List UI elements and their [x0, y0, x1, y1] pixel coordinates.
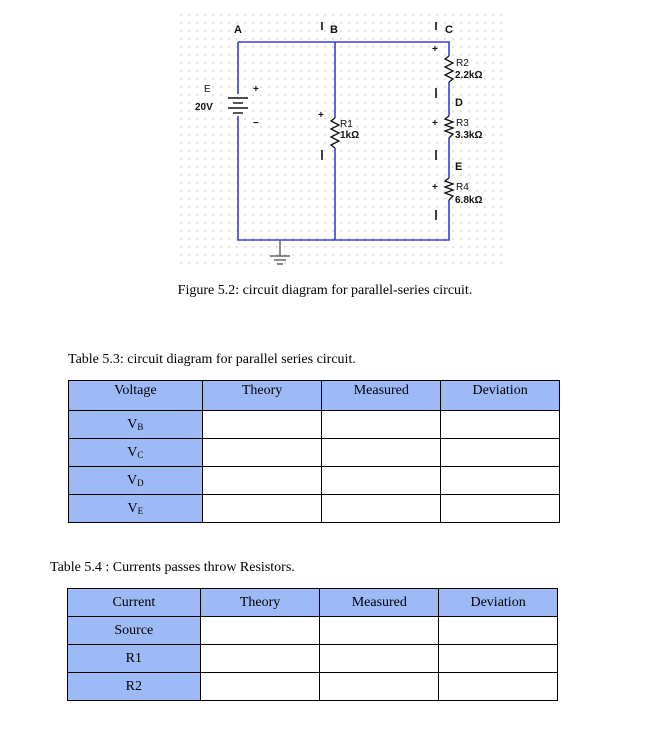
ve-measured-cell[interactable]: [322, 495, 441, 523]
figure-caption: Figure 5.2: circuit diagram for parallel-series circuit.: [177, 283, 473, 298]
voltage-table: [68, 380, 560, 523]
voltage-table-header: [69, 381, 560, 411]
header-deviation: Deviation: [441, 381, 560, 411]
header-voltage: Voltage: [69, 381, 203, 411]
resistor-r1-value: 1kΩ: [340, 130, 360, 141]
row-label-vd: $V_D$: [69, 467, 203, 495]
source-measured-cell[interactable]: [320, 617, 439, 645]
header-theory: Theory: [200, 589, 320, 617]
source-value-label: 20V: [195, 102, 213, 113]
resistor-r3-value: 3.3kΩ: [455, 130, 483, 141]
table-row: [68, 645, 558, 673]
table-row: [68, 617, 558, 645]
table-row: [69, 411, 560, 439]
table-row: [68, 673, 558, 701]
plus-sign-r1: +: [318, 110, 324, 121]
source-theory-cell[interactable]: [200, 617, 320, 645]
r2-deviation-cell[interactable]: [439, 673, 558, 701]
table-row: [69, 467, 560, 495]
circuit-diagram: [0, 0, 650, 275]
row-label-r1: R1: [68, 645, 201, 673]
minus-sign-battery: −: [253, 118, 259, 129]
plus-sign-r2: +: [432, 44, 438, 55]
node-b-label: B: [330, 24, 338, 36]
vb-deviation-cell[interactable]: [441, 411, 560, 439]
r2-theory-cell[interactable]: [200, 673, 320, 701]
node-d-label: D: [455, 97, 463, 109]
battery-symbol: [226, 94, 250, 116]
node-e-label: E: [455, 161, 463, 173]
resistor-r4-name: R4: [456, 182, 469, 193]
ve-theory-cell[interactable]: [202, 495, 322, 523]
vd-measured-cell[interactable]: [322, 467, 441, 495]
table-row: [69, 439, 560, 467]
r1-deviation-cell[interactable]: [439, 645, 558, 673]
vd-theory-cell[interactable]: [202, 467, 322, 495]
header-measured: Measured: [320, 589, 439, 617]
plus-sign-battery: +: [253, 84, 259, 95]
source-name-label: E: [204, 84, 211, 95]
row-label-vc: $V_C$: [69, 439, 203, 467]
header-current: Current: [68, 589, 201, 617]
plus-sign-r3: +: [432, 118, 438, 129]
header-measured: Measured: [322, 381, 441, 411]
vc-deviation-cell[interactable]: [441, 439, 560, 467]
vc-theory-cell[interactable]: [202, 439, 322, 467]
row-label-vb: $V_B$: [69, 411, 203, 439]
header-deviation: Deviation: [439, 589, 558, 617]
current-table-header: [68, 589, 558, 617]
node-a-label: A: [234, 24, 242, 36]
r1-measured-cell[interactable]: [320, 645, 439, 673]
resistor-r2-name: R2: [456, 58, 469, 69]
resistor-r1-name: R1: [340, 119, 353, 130]
source-deviation-cell[interactable]: [439, 617, 558, 645]
row-label-r2: R2: [68, 673, 201, 701]
vd-deviation-cell[interactable]: [441, 467, 560, 495]
vb-measured-cell[interactable]: [322, 411, 441, 439]
r1-theory-cell[interactable]: [200, 645, 320, 673]
vc-measured-cell[interactable]: [322, 439, 441, 467]
row-label-ve: $V_E$: [69, 495, 203, 523]
table-5-4-caption: Table 5.4 : Currents passes throw Resistors.: [50, 560, 295, 575]
row-label-source: Source: [68, 617, 201, 645]
table-row: [69, 495, 560, 523]
ve-deviation-cell[interactable]: [441, 495, 560, 523]
table-5-3-caption: Table 5.3: circuit diagram for parallel series circuit.: [68, 352, 356, 367]
node-c-label: C: [445, 24, 453, 36]
resistor-r2-value: 2.2kΩ: [455, 70, 483, 81]
plus-sign-r4: +: [432, 182, 438, 193]
current-table: [67, 588, 558, 701]
header-theory: Theory: [202, 381, 322, 411]
r2-measured-cell[interactable]: [320, 673, 439, 701]
resistor-r4-value: 6.8kΩ: [455, 195, 483, 206]
resistor-r3-name: R3: [456, 118, 469, 129]
vb-theory-cell[interactable]: [202, 411, 322, 439]
